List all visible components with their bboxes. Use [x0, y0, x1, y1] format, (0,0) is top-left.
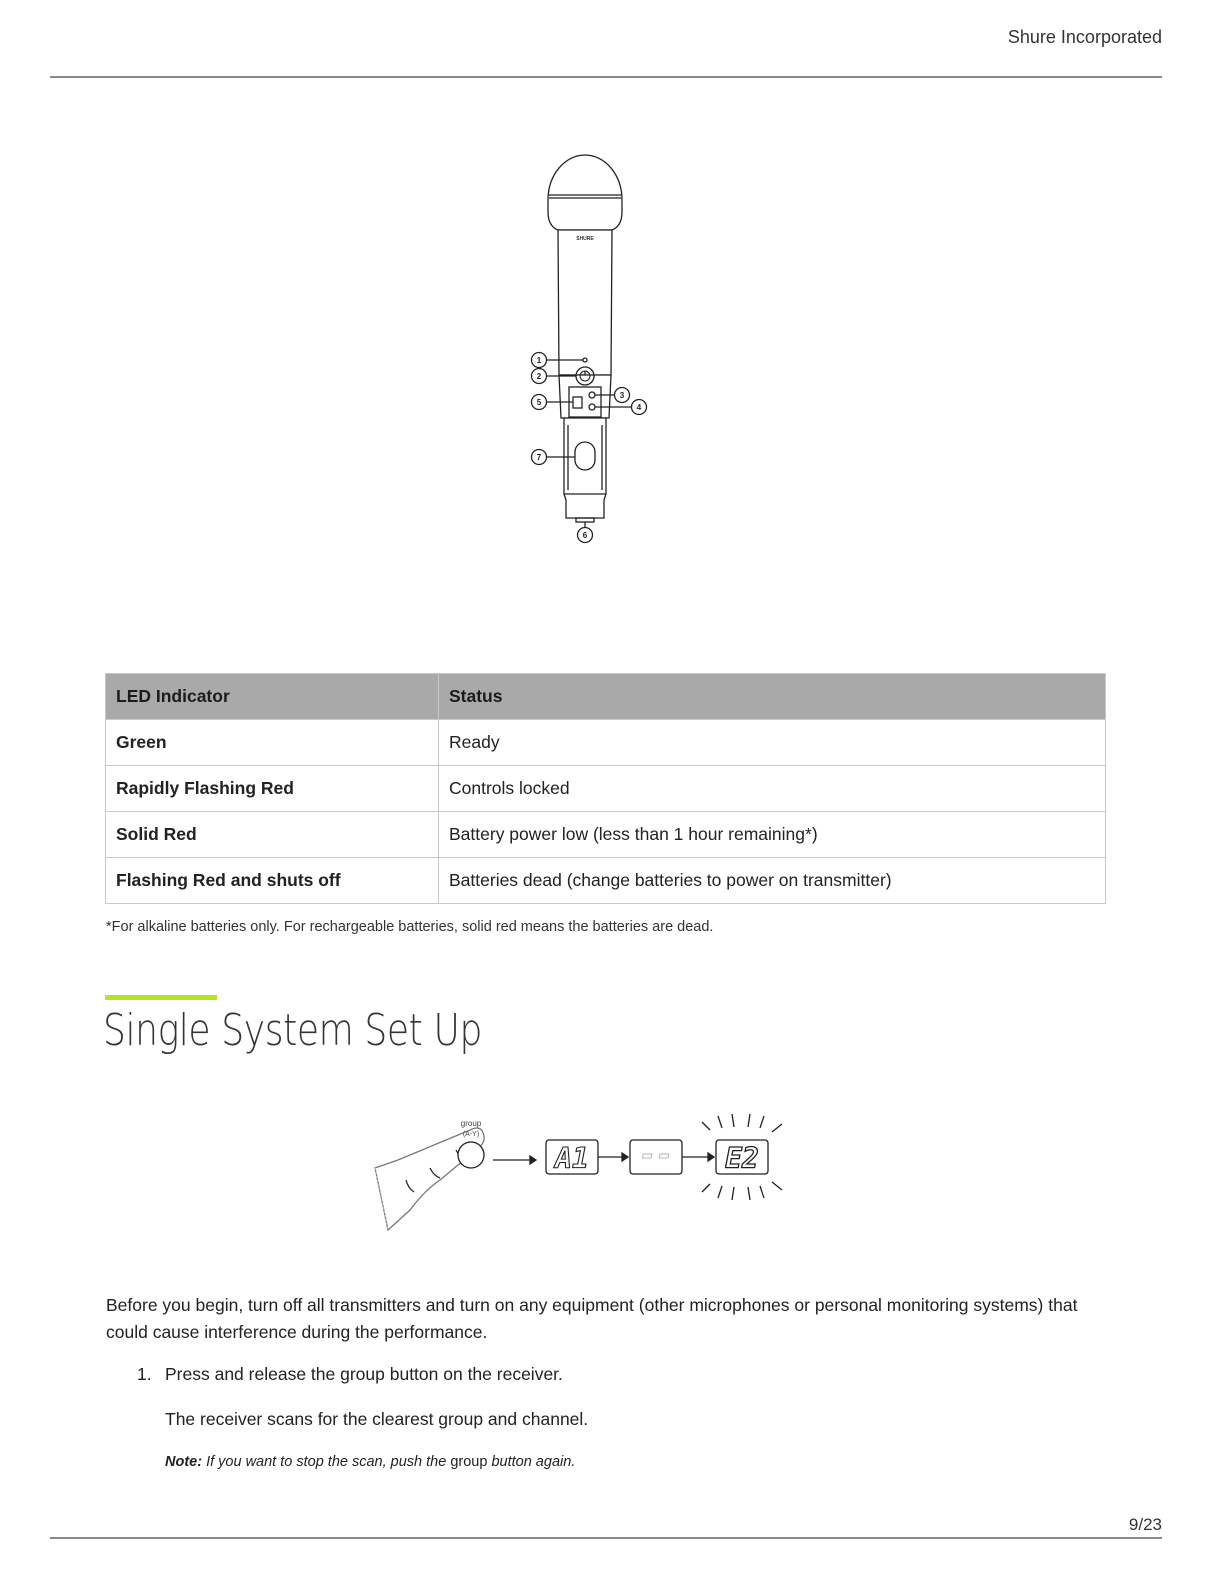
svg-text:5: 5	[536, 398, 542, 407]
table-row	[106, 766, 1106, 812]
header-divider	[50, 76, 1162, 78]
section-title: Single System Set Up	[103, 1005, 482, 1056]
table-footnote: *For alkaline batteries only. For rechargeable batteries, solid red means the batteries are dead.	[106, 919, 714, 935]
mic-battery-section	[564, 418, 606, 522]
callout-7	[532, 450, 547, 465]
group-button-label: group	[460, 1119, 482, 1128]
note-button-word: group	[450, 1454, 488, 1470]
note	[165, 1454, 575, 1470]
display-before-scan	[546, 1140, 598, 1175]
svg-text:6: 6	[582, 531, 588, 540]
step-number: 1.	[137, 1364, 152, 1384]
led-indicator-cell: Green	[106, 720, 439, 766]
step-text: Press and release the group button on the receiver.	[165, 1364, 563, 1384]
arrow-right-icon	[682, 1153, 714, 1161]
svg-text:E2: E2	[725, 1142, 759, 1175]
callout-3	[615, 388, 630, 403]
arrow-right-icon	[598, 1153, 628, 1161]
callout-5	[532, 395, 547, 410]
callout-1	[532, 353, 547, 368]
setup-steps-list	[137, 1364, 563, 1385]
section-accent-bar	[105, 995, 217, 1000]
column-header-status: Status	[439, 674, 1106, 720]
note-text-part2: button again.	[491, 1454, 576, 1470]
table-header-row	[106, 674, 1106, 720]
status-cell: Ready	[439, 720, 1106, 766]
svg-text:2: 2	[536, 372, 542, 381]
svg-text:A1: A1	[555, 1142, 589, 1175]
column-header-led-indicator: LED Indicator	[106, 674, 439, 720]
svg-text:1: 1	[536, 356, 542, 365]
svg-text:4: 4	[636, 403, 642, 412]
note-label: Note:	[165, 1454, 203, 1470]
arrow-right-icon	[493, 1156, 536, 1164]
svg-text:7: 7	[536, 453, 542, 462]
microphone-illustration	[520, 150, 660, 550]
list-item	[137, 1364, 563, 1385]
display-scanning	[630, 1138, 682, 1174]
status-cell: Battery power low (less than 1 hour remaining*)	[439, 812, 1106, 858]
led-indicator-cell: Solid Red	[106, 812, 439, 858]
table-row	[106, 720, 1106, 766]
led-indicator-table	[105, 673, 1106, 904]
mic-brand-label: SHURE	[576, 236, 594, 242]
callout-6	[578, 528, 593, 543]
group-scan-illustration	[370, 1110, 790, 1240]
led-indicator-cell: Flashing Red and shuts off	[106, 858, 439, 904]
group-button-range-label: (A-Y)	[462, 1131, 480, 1138]
intro-paragraph: Before you begin, turn off all transmitters and turn on any equipment (other microphones or personal monitoring systems) that could cause interference during the performance.	[106, 1295, 1078, 1342]
table-row	[106, 812, 1106, 858]
callout-2	[532, 369, 547, 384]
header-company-name: Shure Incorporated	[1007, 27, 1162, 47]
led-indicator-cell: Rapidly Flashing Red	[106, 766, 439, 812]
mic-grille	[548, 155, 622, 230]
step-result-text: The receiver scans for the clearest group and channel.	[165, 1409, 589, 1429]
svg-text:3: 3	[619, 391, 625, 400]
footer-divider	[50, 1537, 1162, 1539]
mic-handle-body	[558, 230, 612, 375]
callout-4	[632, 400, 647, 415]
svg-text:--: --	[639, 1138, 673, 1171]
status-cell: Controls locked	[439, 766, 1106, 812]
note-text-part1: If you want to stop the scan, push the	[206, 1454, 447, 1470]
status-cell: Batteries dead (change batteries to power on transmitter)	[439, 858, 1106, 904]
page-number: 9/23	[1128, 1515, 1162, 1534]
table-row	[106, 858, 1106, 904]
